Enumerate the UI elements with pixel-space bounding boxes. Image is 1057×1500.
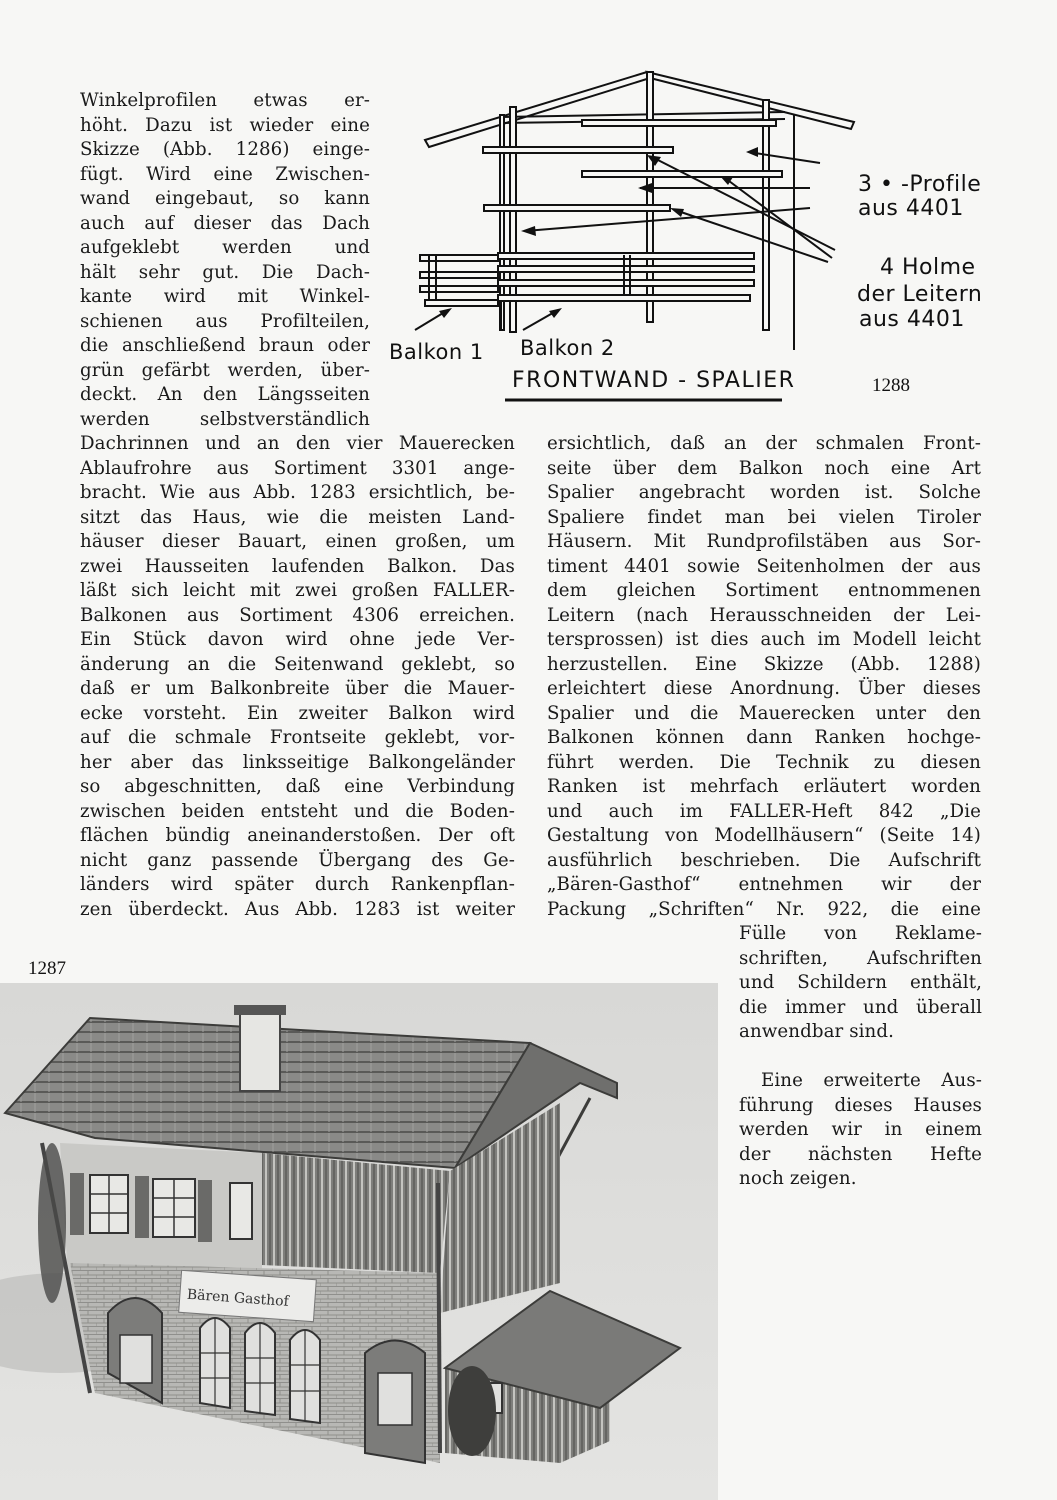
text-line: Skizze (Abb. 1286) einge- [80, 139, 370, 160]
text-line: häuser dieser Bauart, einen großen, um [80, 531, 515, 552]
figure-number-1287: 1287 [28, 958, 66, 979]
text-line: Spaliere findet man bei vielen Tiroler [547, 506, 981, 528]
model-house-photo [0, 983, 718, 1500]
balkon-1-label: Balkon 1 [389, 340, 484, 364]
text-line: Leitern (nach Herausschneiden der Lei- [547, 604, 981, 626]
text-line: hält sehr gut. Die Dach- [80, 261, 370, 283]
text-line: höht. Dazu ist wieder eine [80, 114, 370, 136]
text-line: führung dieses Hauses [739, 1094, 982, 1116]
text-line: Spalier und die Mauerecken unter den [547, 702, 981, 724]
text-line: fügt. Wird eine Zwischen- [80, 163, 370, 185]
text-line: so abgeschnitten, daß eine Verbindung [80, 776, 515, 797]
text-line: Spalier angebracht worden ist. Solche [547, 482, 981, 503]
text-line: aufgeklebt werden und [80, 237, 370, 258]
text-line: ecke vorsteht. Ein zweiter Balkon wird [80, 702, 515, 724]
text-line: ausführlich beschrieben. Die Aufschrift [547, 849, 981, 871]
text-line: tersprossen) ist dies auch im Modell leicht [547, 629, 981, 650]
text-line: Gestaltung von Modellhäusern“ (Seite 14) [547, 825, 981, 846]
figure-number-1288: 1288 [872, 375, 910, 396]
text-line: zwischen beiden entsteht und die Boden- [80, 800, 515, 822]
holme-label-line1: 4 Holme [880, 255, 976, 280]
text-line: läßt sich leicht mit zwei großen FALLER- [80, 580, 515, 601]
holme-label-line2: der Leitern [857, 282, 983, 307]
text-line: bracht. Wie aus Abb. 1283 ersichtlich, be- [80, 482, 515, 503]
text-line: „Bären-Gasthof“ entnehmen wir der [547, 874, 981, 895]
text-column-top-left [80, 89, 370, 432]
text-line: nicht ganz passende Übergang des Ge- [80, 849, 515, 871]
text-line: länders wird später durch Rankenpflan- [80, 874, 515, 895]
text-line: timent 4401 sowie Seitenholmen der aus [547, 555, 981, 577]
text-line: Ein Stück davon wird ohne jede Ver- [80, 629, 515, 650]
text-line: daß er um Balkonbreite über die Mauer- [80, 678, 515, 699]
text-line: der nächsten Hefte [739, 1143, 982, 1165]
text-line: ersichtlich, daß an der schmalen Front- [547, 433, 981, 454]
text-line: schienen aus Profilteilen, [80, 310, 370, 332]
text-line: grün gefärbt werden, über- [80, 359, 370, 381]
text-line: Balkonen aus Sortiment 4306 erreichen. [80, 604, 515, 626]
text-line: auf die schmale Frontseite geklebt, vor- [80, 727, 515, 748]
text-line: führt werden. Die Technik zu diesen [547, 751, 981, 773]
text-line: anwendbar sind. [739, 1021, 894, 1042]
text-column-left [80, 432, 515, 922]
text-line: zwei Hausseiten laufenden Balkon. Das [80, 555, 515, 577]
text-line: Ablaufrohre aus Sortiment 3301 ange- [80, 457, 515, 479]
text-line: und auch im FALLER-Heft 842 „Die [547, 800, 981, 822]
text-line: Winkelprofilen etwas er- [80, 90, 370, 111]
text-line: Dachrinnen und an den vier Mauerecken [80, 433, 515, 454]
balkon-2-label: Balkon 2 [520, 336, 615, 360]
text-line: erleichtert diese Anordnung. Über dieses [547, 678, 981, 699]
sketch-title: FRONTWAND - SPALIER [512, 368, 796, 393]
text-column-bottom-right [739, 922, 982, 1192]
text-line: herzustellen. Eine Skizze (Abb. 1288) [547, 653, 981, 675]
text-line: die immer und überall [739, 996, 982, 1018]
text-line: Eine erweiterte Aus- [761, 1070, 982, 1091]
profile-label-line1: 3 • -Profile [858, 172, 982, 197]
text-line: Balkonen können dann Ranken hochge- [547, 727, 981, 748]
text-line: seite über dem Balkon noch eine Art [547, 457, 981, 479]
text-line: werden wir in einem [739, 1119, 982, 1140]
holme-label-line3: aus 4401 [859, 307, 965, 332]
text-line: Fülle von Reklame- [739, 923, 982, 944]
text-line: her aber das linksseitige Balkongeländer [80, 751, 515, 773]
text-line: dem gleichen Sortiment entnommenen [547, 580, 981, 601]
text-column-right [547, 432, 981, 922]
text-line: Ranken ist mehrfach erläutert worden [547, 776, 981, 797]
sign-text: Bären Gasthof [186, 1286, 290, 1310]
text-line: Packung „Schriften“ Nr. 922, die eine [547, 898, 981, 920]
text-line: schriften, Aufschriften [739, 947, 982, 969]
text-line: die anschließend braun oder [80, 335, 370, 356]
text-line: deckt. An den Längsseiten [80, 384, 370, 405]
text-line: werden selbstverständlich [80, 408, 370, 430]
text-line: änderung an die Seitenwand geklebt, so [80, 653, 515, 675]
text-line: kante wird mit Winkel- [80, 286, 370, 307]
text-line: und Schildern enthält, [739, 972, 982, 993]
figure-1288-sketch [380, 60, 1020, 410]
text-line: Häusern. Mit Rundprofilstäben aus Sor- [547, 531, 981, 552]
figure-1287-photo [0, 983, 718, 1500]
text-line: flächen bündig aneinanderstoßen. Der oft [80, 825, 515, 846]
profile-label-line2: aus 4401 [858, 196, 964, 221]
text-line: noch zeigen. [739, 1168, 857, 1189]
text-line: sitzt das Haus, wie die meisten Land- [80, 506, 515, 528]
text-line: zen überdeckt. Aus Abb. 1283 ist weiter [80, 898, 515, 920]
text-line: auch auf dieser das Dach [80, 212, 370, 234]
text-line: wand eingebaut, so kann [80, 188, 370, 209]
